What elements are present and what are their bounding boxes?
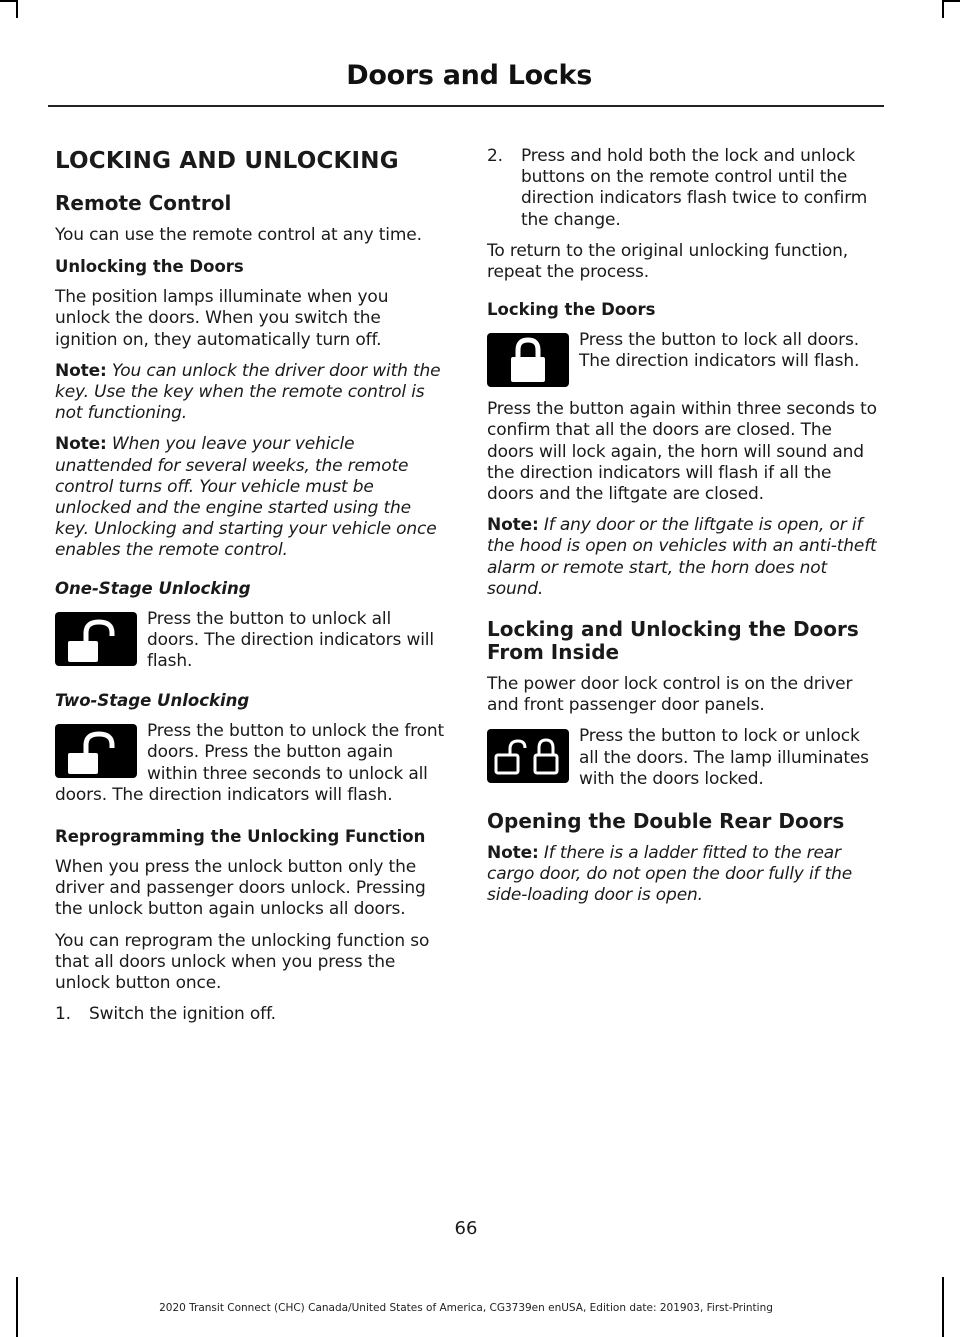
inside-button-text: Press the button to lock or unlock all the doors. The lamp illuminates with the doors locked. [579, 726, 869, 789]
unlocking-heading: Unlocking the Doors [55, 257, 244, 277]
step-text: Switch the ignition off. [89, 1004, 276, 1025]
note-label: Note: [55, 360, 107, 381]
note-horn [487, 515, 882, 600]
note-label: Note: [55, 434, 107, 455]
note-key-unlock [55, 361, 447, 425]
reprogramming-heading: Reprogramming the Unlocking Function [55, 827, 426, 847]
step-text: Press and hold both the lock and unlock buttons on the remote control until the direction indicators flash twice to confirm the change. [521, 146, 868, 230]
inside-heading: Locking and Unlocking the Doors From Inside [487, 617, 859, 665]
note-remote-off [55, 434, 447, 561]
one-stage-heading: One-Stage Unlocking [55, 578, 251, 598]
two-stage-text: Press the button to unlock the front doors. Press the button again within three seconds to unlock all doors. The direction indicators will flash. [55, 721, 445, 805]
page-title: Doors and Locks [346, 60, 592, 91]
unlock-icon [55, 612, 137, 666]
page-number: 66 [454, 1218, 478, 1239]
inside-text: The power door lock control is on the driver and front passenger door panels. [487, 674, 853, 716]
return-text: To return to the original unlocking function, repeat the process. [487, 240, 849, 283]
inside-block [487, 726, 882, 790]
note-text: When you leave your vehicle unattended for several weeks, the remote control turns off. Your vehicle must be unlocked and the engine started using the key. Unlocking and starting your vehicle once enables the remote control. [55, 434, 437, 561]
note-ladder [487, 843, 882, 907]
confirm-text: Press the button again within three seconds to confirm that all the doors are closed. The doors will lock again, the horn will sound and the direction indicators will flash if all the doors and the liftgate are closed. [487, 399, 877, 505]
locking-heading: Locking the Doors [487, 300, 656, 320]
note-label: Note: [487, 843, 539, 864]
step-item [55, 1004, 447, 1025]
lock-icon [487, 333, 569, 387]
remote-control-text: You can use the remote control at any time. [55, 225, 422, 245]
two-stage-block [55, 721, 447, 806]
one-stage-text: Press the button to unlock all doors. The direction indicators will flash. [147, 608, 434, 672]
step-number: 1. [55, 1004, 71, 1025]
footer-edition: 2020 Transit Connect (CHC) Canada/United States of America, CG3739en enUSA, Edition date: 201903, First-Printing [159, 1302, 773, 1314]
crop-mark [0, 0, 16, 2]
left-column [55, 146, 447, 1035]
crop-mark [942, 0, 944, 18]
reprogramming-text: When you press the unlock button only the driver and passenger doors unlock. Pressing the unlock button again unlocks all doors. [55, 857, 426, 920]
remote-control-heading: Remote Control [55, 191, 232, 215]
two-stage-heading: Two-Stage Unlocking [55, 691, 250, 711]
note-text: If there is a ladder fitted to the rear cargo door, do not open the door fully if the side-loading door is open. [487, 843, 853, 906]
unlock-icon [55, 724, 137, 778]
note-text: If any door or the liftgate is open, or if the hood is open on vehicles with an anti-theft alarm or remote start, the horn does not sound. [487, 515, 877, 599]
locking-text: Press the button to lock all doors. The direction indicators will flash. [579, 330, 860, 372]
unlocking-text: The position lamps illuminate when you unlock the doors. When you switch the ignition on, they automatically turn off. [55, 287, 389, 350]
header-rule [48, 105, 884, 107]
crop-mark [944, 0, 960, 2]
locking-block [487, 330, 882, 389]
step-number: 2. [487, 146, 503, 166]
section-title: LOCKING AND UNLOCKING [55, 148, 399, 174]
one-stage-block [55, 609, 447, 673]
note-text: You can unlock the driver door with the key. Use the key when the remote control is not functioning. [55, 360, 441, 424]
right-column [487, 146, 882, 917]
rear-doors-heading: Opening the Double Rear Doors [487, 809, 845, 834]
crop-mark [16, 0, 18, 18]
step-item [487, 146, 882, 231]
note-label: Note: [487, 515, 539, 536]
crop-mark [942, 1277, 944, 1337]
reprogramming-text: You can reprogram the unlocking function so that all doors unlock when you press the unlock button once. [55, 930, 430, 994]
lock-unlock-icon [487, 729, 569, 783]
